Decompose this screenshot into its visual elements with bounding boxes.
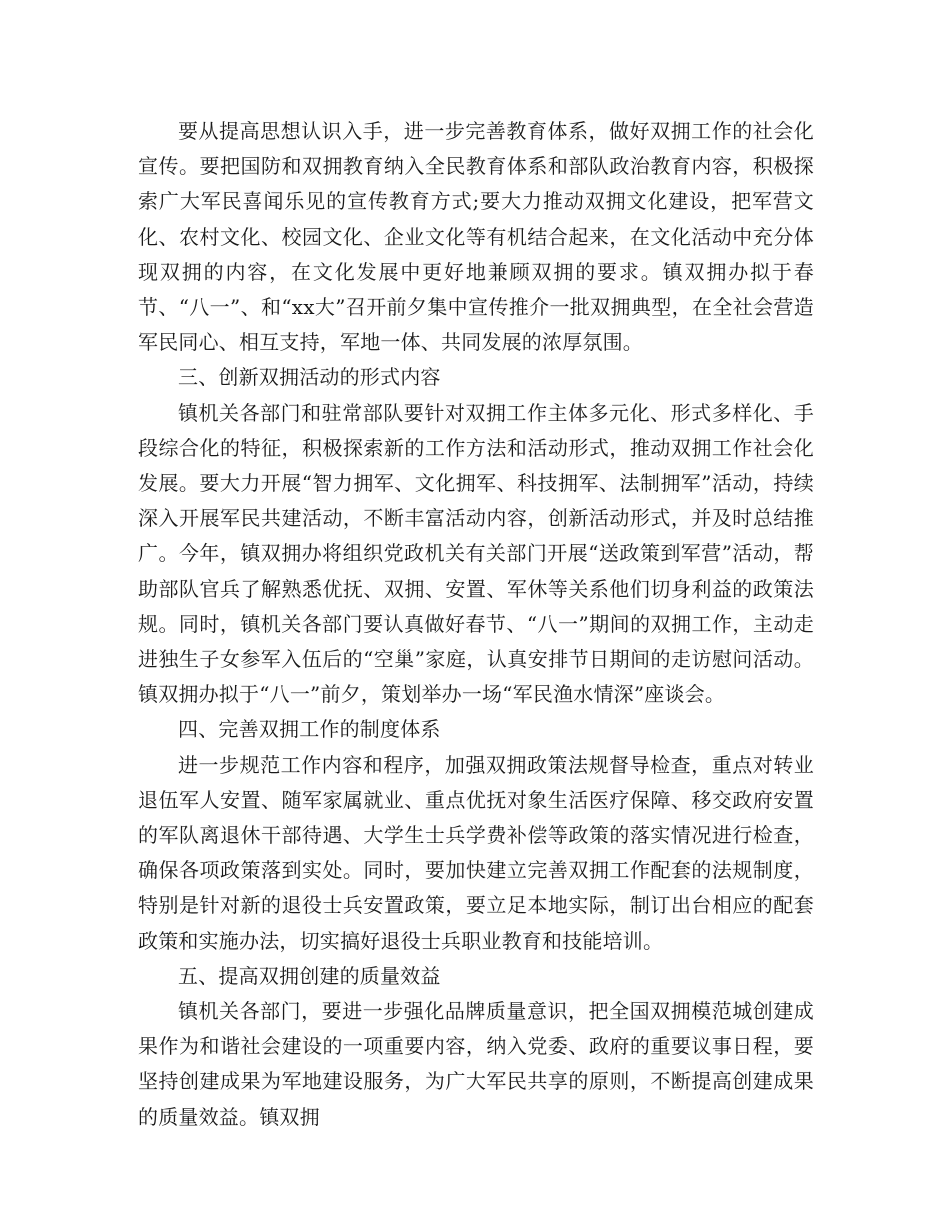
body-paragraph: 进一步规范工作内容和程序，加强双拥政策法规督导检查，重点对转业退伍军人安置、随军家属就业、重点优抚对象生活医疗保障、移交政府安置的军队离退休干部待遇、大学生士兵学费补偿等政策的落实情况进行检查，确保各项政策落到实处。同时，要加快建立完善双拥工作配套的法规制度，特别是针对新的退役士兵安置政策，要立足本地实际，制订出台相应的配套政策和实施办法，切实搞好退役士兵职业教育和技能培训。 xyxy=(138,752,814,953)
section-heading: 三、创新双拥活动的形式内容 xyxy=(178,365,441,390)
body-paragraph: 镇机关各部门，要进一步强化品牌质量意识，把全国双拥模范城创建成果作为和谐社会建设的一项重要内容，纳入党委、政府的重要议事日程，要坚持创建成果为军地建设服务，为广大军民共享的原则，不断提高创建成果的质量效益。镇双拥 xyxy=(138,999,814,1129)
section-heading: 五、提高双拥创建的质量效益 xyxy=(178,963,441,988)
body-paragraph: 要从提高思想认识入手，进一步完善教育体系，做好双拥工作的社会化宣传。要把国防和双拥教育纳入全民教育体系和部队政治教育内容，积极探索广大军民喜闻乐见的宣传教育方式;要大力推动双拥文化建设，把军营文化、农村文化、校园文化、企业文化等有机结合起来，在文化活动中充分体现双拥的内容，在文化发展中更好地兼顾双拥的要求。镇双拥办拟于春节、“八一”、和“xx大”召开前夕集中宣传推介一批双拥典型，在全社会营造军民同心、相互支持，军地一体、共同发展的浓厚氛围。 xyxy=(138,119,814,355)
body-paragraph: 镇机关各部门和驻常部队要针对双拥工作主体多元化、形式多样化、手段综合化的特征，积极探索新的工作方法和活动形式，推动双拥工作社会化发展。要大力开展“智力拥军、文化拥军、科技拥军、法制拥军”活动，持续深入开展军民共建活动，不断丰富活动内容，创新活动形式，并及时总结推广。今年，镇双拥办将组织党政机关有关部门开展“送政策到军营”活动，帮助部队官兵了解熟悉优抚、双拥、安置、军休等关系他们切身利益的政策法规。同时，镇机关各部门要认真做好春节、“八一”期间的双拥工作，主动走进独生子女参军入伍后的“空巢”家庭，认真安排节日期间的走访慰问活动。镇双拥办拟于“八一”前夕，策划举办一场“军民渔水情深”座谈会。 xyxy=(138,400,814,707)
section-heading: 四、完善双拥工作的制度体系 xyxy=(178,717,441,742)
document-body xyxy=(138,114,814,1135)
